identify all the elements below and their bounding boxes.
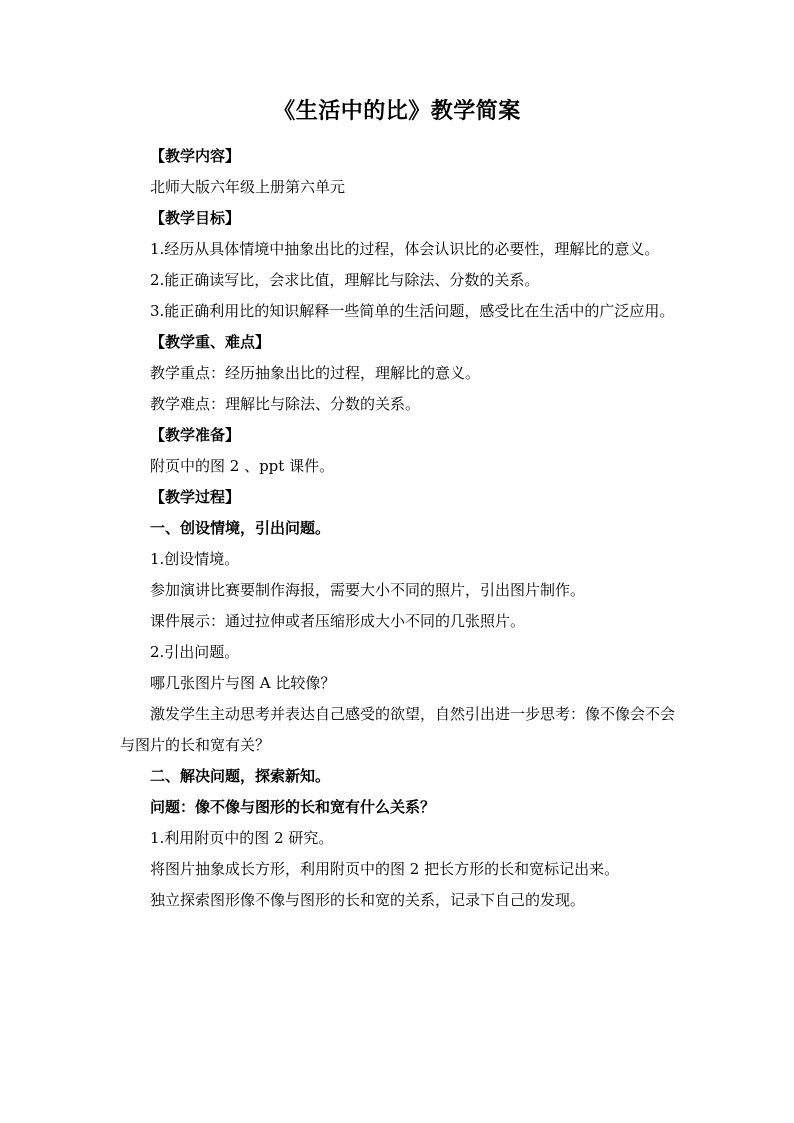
document-title: 《生活中的比》教学简案 (273, 98, 521, 124)
paragraph: 1.创设情境。 (150, 550, 240, 568)
paragraph: 将图片抽象成长方形，利用附页中的图 2 把长方形的长和宽标记出来。 (150, 860, 620, 878)
paragraph: 1.经历从具体情境中抽象出比的过程，体会认识比的必要性，理解比的意义。 (150, 240, 660, 258)
section-heading: 【教学过程】 (150, 488, 241, 506)
section-heading: 【教学内容】 (150, 147, 241, 165)
section-heading: 【教学准备】 (150, 426, 241, 444)
paragraph: 2.引出问题。 (150, 643, 240, 661)
subsection-heading: 一、创设情境，引出问题。 (150, 519, 331, 537)
paragraph: 参加演讲比赛要制作海报，需要大小不同的照片，引出图片制作。 (150, 581, 586, 599)
section-heading: 【教学目标】 (150, 209, 241, 227)
question-heading: 问题：像不像与图形的长和宽有什么关系？ (150, 798, 436, 816)
paragraph: 激发学生主动思考并表达自己感受的欲望，自然引出进一步思考：像不像会不会与图片的长和宽有关？ (120, 705, 676, 754)
subsection-heading: 二、解决问题，探索新知。 (150, 767, 331, 785)
paragraph: 哪几张图片与图 A 比较像？ (150, 674, 336, 692)
section-heading: 【教学重、难点】 (150, 333, 271, 351)
paragraph: 教学重点：经历抽象出比的过程，理解比的意义。 (150, 364, 481, 382)
paragraph: 教学难点：理解比与除法、分数的关系。 (150, 395, 421, 413)
paragraph: 1.利用附页中的图 2 研究。 (150, 829, 334, 847)
paragraph: 3.能正确利用比的知识解释一些简单的生活问题，感受比在生活中的广泛应用。 (150, 302, 675, 320)
paragraph: 独立探索图形像不像与图形的长和宽的关系，记录下自己的发现。 (150, 891, 586, 909)
document-body (120, 141, 680, 916)
paragraph: 2.能正确读写比，会求比值，理解比与除法、分数的关系。 (150, 271, 540, 289)
paragraph: 北师大版六年级上册第六单元 (150, 178, 346, 196)
paragraph: 课件展示：通过拉伸或者压缩形成大小不同的几张照片。 (150, 612, 526, 630)
paragraph: 附页中的图 2 、ppt 课件。 (150, 457, 335, 475)
